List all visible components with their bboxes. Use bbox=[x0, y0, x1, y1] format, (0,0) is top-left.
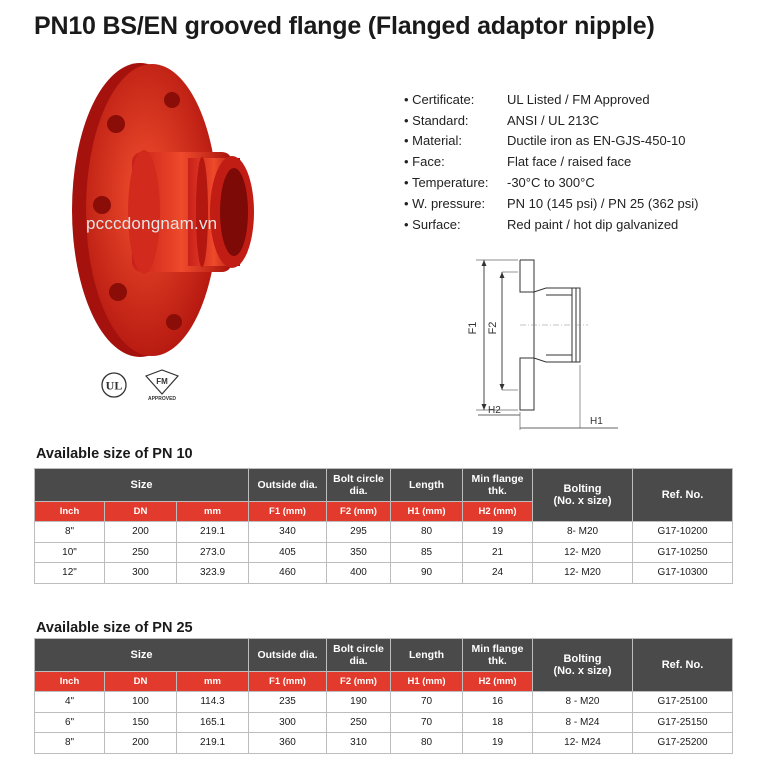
cell: 12" bbox=[35, 563, 105, 584]
ref-no-header: Ref. No. bbox=[633, 469, 733, 522]
table-row bbox=[35, 563, 733, 584]
pn10-section-title: Available size of PN 10 bbox=[36, 446, 193, 462]
spec-list bbox=[404, 89, 698, 235]
cell: G17-25100 bbox=[633, 692, 733, 713]
cell: 190 bbox=[327, 692, 391, 713]
sub-header-mm: mm bbox=[177, 502, 249, 522]
ref-no-header: Ref. No. bbox=[633, 639, 733, 692]
cell: 12- M20 bbox=[533, 542, 633, 563]
spec-row-face bbox=[404, 151, 698, 172]
spec-row-pressure bbox=[404, 193, 698, 214]
table-row bbox=[35, 522, 733, 543]
size-header: Size bbox=[35, 469, 249, 502]
sub-header-f1: F1 (mm) bbox=[249, 502, 327, 522]
cell: 19 bbox=[463, 733, 533, 754]
pn25-size-table bbox=[34, 638, 733, 754]
spec-row-temperature bbox=[404, 172, 698, 193]
cell: G17-25200 bbox=[633, 733, 733, 754]
min-flange-header: Min flange thk. bbox=[463, 639, 533, 672]
sub-header-f1: F1 (mm) bbox=[249, 672, 327, 692]
spec-label: • Surface: bbox=[404, 217, 507, 232]
cell: 12- M20 bbox=[533, 563, 633, 584]
cell: 360 bbox=[249, 733, 327, 754]
cell: 273.0 bbox=[177, 542, 249, 563]
outside-dia-header: Outside dia. bbox=[249, 639, 327, 672]
sub-header-f2: F2 (mm) bbox=[327, 672, 391, 692]
h1-label: H1 bbox=[590, 416, 603, 427]
cell: 8" bbox=[35, 522, 105, 543]
sub-header-inch: Inch bbox=[35, 502, 105, 522]
cell: 80 bbox=[391, 522, 463, 543]
f1-label: F1 bbox=[467, 321, 479, 335]
cell: 6" bbox=[35, 712, 105, 733]
spec-row-standard bbox=[404, 110, 698, 131]
sub-header-dn: DN bbox=[105, 502, 177, 522]
cell: 200 bbox=[105, 733, 177, 754]
outside-dia-header: Outside dia. bbox=[249, 469, 327, 502]
sub-header-h1: H1 (mm) bbox=[391, 502, 463, 522]
spec-value: ANSI / UL 213C bbox=[507, 112, 600, 128]
spec-value: -30°C to 300°C bbox=[507, 175, 595, 191]
spec-label: • Face: bbox=[404, 154, 507, 169]
sub-header-h2: H2 (mm) bbox=[463, 502, 533, 522]
cell: G17-25150 bbox=[633, 712, 733, 733]
f2-label: F2 bbox=[487, 321, 499, 335]
size-header: Size bbox=[35, 639, 249, 672]
fm-logo-icon bbox=[146, 370, 178, 402]
cell: 24 bbox=[463, 563, 533, 584]
watermark: pcccdongnam.vn bbox=[86, 214, 218, 233]
length-header: Length bbox=[391, 469, 463, 502]
cell: 350 bbox=[327, 542, 391, 563]
cell: 4" bbox=[35, 692, 105, 713]
technical-drawing bbox=[458, 250, 628, 430]
spec-row-material bbox=[404, 131, 698, 152]
cell: 8" bbox=[35, 733, 105, 754]
cell: 323.9 bbox=[177, 563, 249, 584]
ul-logo-text: UL bbox=[105, 378, 123, 393]
spec-value: Ductile iron as EN-GJS-450-10 bbox=[507, 133, 686, 149]
table-row bbox=[35, 712, 733, 733]
cell: 21 bbox=[463, 542, 533, 563]
cell: 90 bbox=[391, 563, 463, 584]
spec-row-surface bbox=[404, 214, 698, 235]
ul-logo-icon bbox=[102, 373, 126, 397]
cell: 295 bbox=[327, 522, 391, 543]
bolt-circle-header: Bolt circle dia. bbox=[327, 469, 391, 502]
spec-label: • Material: bbox=[404, 133, 507, 148]
cell: 12- M24 bbox=[533, 733, 633, 754]
cell: G17-10250 bbox=[633, 542, 733, 563]
cell: 8 - M20 bbox=[533, 692, 633, 713]
cell: G17-10200 bbox=[633, 522, 733, 543]
cell: 16 bbox=[463, 692, 533, 713]
min-flange-header: Min flange thk. bbox=[463, 469, 533, 502]
cell: G17-10300 bbox=[633, 563, 733, 584]
cell: 70 bbox=[391, 692, 463, 713]
cell: 250 bbox=[105, 542, 177, 563]
cell: 19 bbox=[463, 522, 533, 543]
table-row bbox=[35, 692, 733, 713]
sub-header-f2: F2 (mm) bbox=[327, 502, 391, 522]
cell: 310 bbox=[327, 733, 391, 754]
cell: 460 bbox=[249, 563, 327, 584]
spec-value: PN 10 (145 psi) / PN 25 (362 psi) bbox=[507, 195, 699, 211]
cell: 10" bbox=[35, 542, 105, 563]
cell: 300 bbox=[105, 563, 177, 584]
fm-logo-subtext: APPROVED bbox=[147, 396, 177, 402]
pn25-section-title: Available size of PN 25 bbox=[36, 620, 193, 636]
bolting-header: Bolting (No. x size) bbox=[533, 469, 633, 522]
pn10-size-table bbox=[34, 468, 733, 584]
cell: 219.1 bbox=[177, 522, 249, 543]
flange-product-image bbox=[62, 60, 262, 360]
cell: 235 bbox=[249, 692, 327, 713]
sub-header-inch: Inch bbox=[35, 672, 105, 692]
cell: 300 bbox=[249, 712, 327, 733]
cell: 250 bbox=[327, 712, 391, 733]
cell: 150 bbox=[105, 712, 177, 733]
table-row bbox=[35, 542, 733, 563]
cell: 114.3 bbox=[177, 692, 249, 713]
table-row bbox=[35, 733, 733, 754]
length-header: Length bbox=[391, 639, 463, 672]
sub-header-h1: H1 (mm) bbox=[391, 672, 463, 692]
sub-header-h2: H2 (mm) bbox=[463, 672, 533, 692]
bolting-header: Bolting (No. x size) bbox=[533, 639, 633, 692]
cell: 85 bbox=[391, 542, 463, 563]
cell: 340 bbox=[249, 522, 327, 543]
spec-label: • W. pressure: bbox=[404, 196, 507, 211]
sub-header-mm: mm bbox=[177, 672, 249, 692]
cell: 165.1 bbox=[177, 712, 249, 733]
spec-value: Flat face / raised face bbox=[507, 154, 632, 170]
bolt-circle-header: Bolt circle dia. bbox=[327, 639, 391, 672]
cell: 8 - M24 bbox=[533, 712, 633, 733]
cell: 200 bbox=[105, 522, 177, 543]
certification-logos bbox=[100, 368, 190, 402]
cell: 80 bbox=[391, 733, 463, 754]
spec-label: • Temperature: bbox=[404, 175, 507, 190]
h2-label: H2 bbox=[488, 405, 501, 416]
page-title: PN10 BS/EN grooved flange (Flanged adaptor nipple) bbox=[34, 12, 655, 40]
spec-label: • Certificate: bbox=[404, 92, 507, 107]
sub-header-dn: DN bbox=[105, 672, 177, 692]
cell: 400 bbox=[327, 563, 391, 584]
spec-label: • Standard: bbox=[404, 113, 507, 128]
cell: 219.1 bbox=[177, 733, 249, 754]
spec-row-certificate bbox=[404, 89, 698, 110]
spec-value: UL Listed / FM Approved bbox=[507, 91, 650, 107]
cell: 70 bbox=[391, 712, 463, 733]
fm-logo-text: FM bbox=[156, 377, 168, 386]
spec-value: Red paint / hot dip galvanized bbox=[507, 216, 679, 232]
cell: 100 bbox=[105, 692, 177, 713]
cell: 405 bbox=[249, 542, 327, 563]
cell: 8- M20 bbox=[533, 522, 633, 543]
cell: 18 bbox=[463, 712, 533, 733]
